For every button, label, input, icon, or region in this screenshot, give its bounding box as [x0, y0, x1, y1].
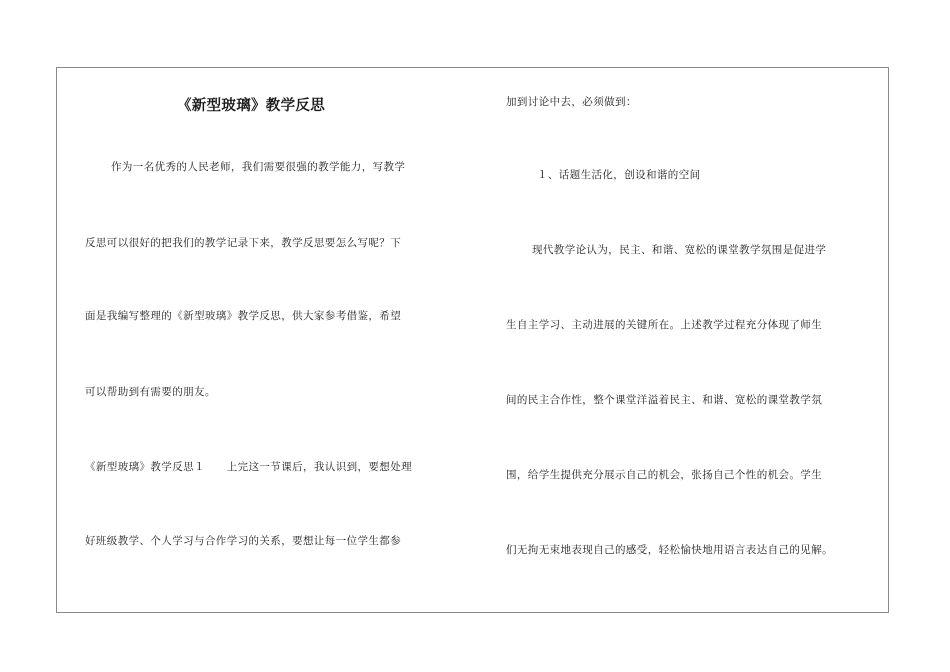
paragraph-line: 好班级教学、个人学习与合作学习的关系，要想让每一位学生都参: [85, 535, 402, 547]
paragraph-line: 现代教学论认为，民主、和谐、宽松的课堂教学氛围是促进学: [532, 244, 827, 256]
document-title: 《新型玻璃》教学反思: [177, 98, 325, 114]
list-item-heading: １、话题生活化，创设和谐的空间: [537, 169, 701, 181]
paragraph-line: 反思可以很好的把我们的教学记录下来，教学反思要怎么写呢？下: [85, 237, 402, 249]
paragraph-line: 可以帮助到有需要的朋友。: [85, 386, 216, 398]
paragraph-line: 间的民主合作性，整个课堂洋溢着民主、和谐、宽松的课堂教学氛: [506, 394, 823, 406]
paragraph-line: 作为一名优秀的人民老师，我们需要很强的教学能力，写教学: [111, 161, 406, 173]
paragraph-line: 们无拘无束地表现自己的感受，轻松愉快地用语言表达自己的见解。: [506, 544, 833, 556]
paragraph-line: 加到讨论中去，必须做到：: [506, 96, 637, 108]
paragraph-line: 《新型玻璃》教学反思１ 上完这一节课后，我认识到，要想处理: [85, 461, 412, 473]
paragraph-line: 生自主学习、主动进展的关键所在。上述教学过程充分体现了师生: [506, 319, 823, 331]
paragraph-line: 围，给学生提供充分展示自己的机会，张扬自己个性的机会。学生: [506, 469, 823, 481]
paragraph-line: 面是我编写整理的《新型玻璃》教学反思，供大家参考借鉴，希望: [85, 310, 402, 322]
page-frame: [56, 67, 889, 613]
